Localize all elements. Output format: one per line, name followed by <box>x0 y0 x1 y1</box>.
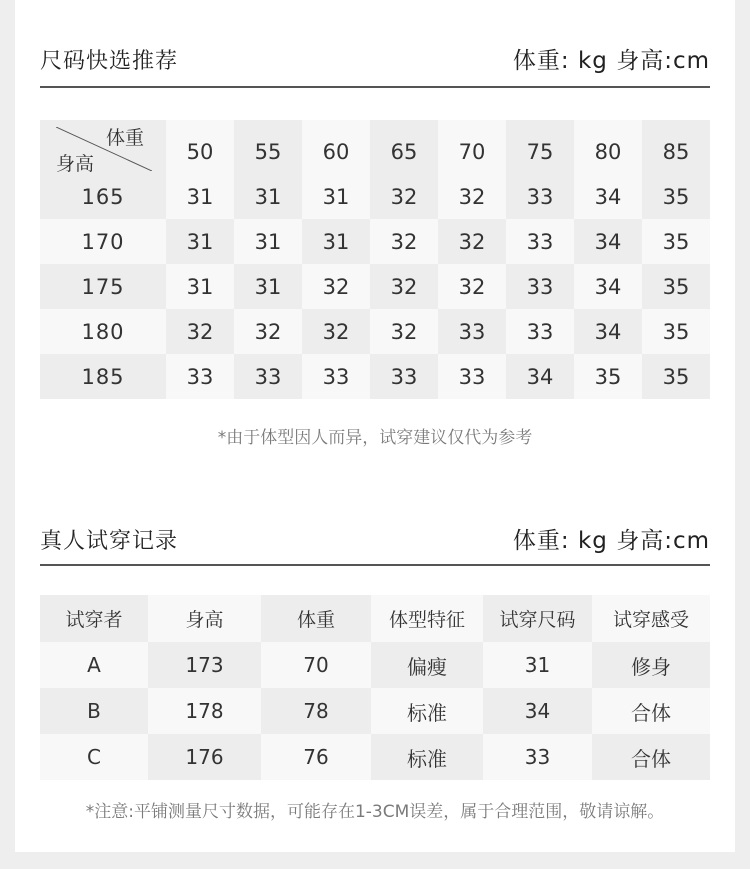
size-cell: 33 <box>506 264 574 309</box>
size-cell: 34 <box>574 264 642 309</box>
tryon-cell: 78 <box>261 688 371 734</box>
height-header-cell: 185 <box>40 354 166 399</box>
tryon-cell: 33 <box>483 734 592 780</box>
size-cell: 35 <box>642 174 710 219</box>
tryon-cell: 76 <box>261 734 371 780</box>
corner-height-label: 身高 <box>56 153 95 175</box>
size-section-divider <box>40 86 710 88</box>
size-cell: 32 <box>438 219 506 264</box>
size-table-row <box>40 354 710 399</box>
size-cell: 34 <box>506 354 574 399</box>
tryon-section-units: 体重: kg 身高:cm <box>512 528 710 554</box>
tryon-cell: 176 <box>148 734 261 780</box>
size-cell: 32 <box>370 309 438 354</box>
weight-header-cell: 55 <box>234 120 302 174</box>
tryon-cell: 标准 <box>371 688 483 734</box>
tryon-cell: 70 <box>261 642 371 688</box>
size-cell: 31 <box>166 174 234 219</box>
size-cell: 31 <box>166 219 234 264</box>
tryon-cell: 合体 <box>592 734 710 780</box>
tryon-cell: 178 <box>148 688 261 734</box>
tryon-header-cell: 体型特征 <box>371 595 483 642</box>
size-table-row <box>40 174 710 219</box>
tryon-section-divider <box>40 564 710 566</box>
size-cell: 32 <box>302 264 370 309</box>
size-cell: 33 <box>234 354 302 399</box>
size-cell: 31 <box>166 264 234 309</box>
size-cell: 32 <box>438 264 506 309</box>
tryon-table-note: *注意:平铺测量尺寸数据，可能存在1-3CM误差，属于合理范围，敬请谅解。 <box>85 802 665 822</box>
size-section-header <box>40 42 710 75</box>
size-cell: 31 <box>234 174 302 219</box>
weight-header-cell: 70 <box>438 120 506 174</box>
size-table-row <box>40 264 710 309</box>
tryon-cell: 34 <box>483 688 592 734</box>
tryon-cell: 修身 <box>592 642 710 688</box>
size-cell: 33 <box>302 354 370 399</box>
weight-header-cell: 50 <box>166 120 234 174</box>
size-cell: 32 <box>234 309 302 354</box>
size-cell: 34 <box>574 219 642 264</box>
size-cell: 34 <box>574 309 642 354</box>
size-cell: 32 <box>302 309 370 354</box>
size-table-header-row <box>40 120 710 174</box>
size-cell: 35 <box>642 264 710 309</box>
size-cell: 33 <box>438 354 506 399</box>
size-cell: 33 <box>370 354 438 399</box>
weight-header-cell: 60 <box>302 120 370 174</box>
size-cell: 31 <box>234 219 302 264</box>
tryon-header-cell: 试穿者 <box>40 595 148 642</box>
size-cell: 31 <box>234 264 302 309</box>
size-cell: 32 <box>438 174 506 219</box>
tryon-table-row <box>40 688 710 734</box>
size-section-title: 尺码快选推荐 <box>40 49 179 74</box>
tryon-cell: A <box>40 642 148 688</box>
size-cell: 33 <box>506 174 574 219</box>
height-header-cell: 180 <box>40 309 166 354</box>
tryon-header-cell: 试穿感受 <box>592 595 710 642</box>
tryon-cell: 标准 <box>371 734 483 780</box>
size-cell: 33 <box>506 219 574 264</box>
size-cell: 33 <box>438 309 506 354</box>
tryon-table-row <box>40 734 710 780</box>
weight-header-cell: 80 <box>574 120 642 174</box>
height-header-cell: 165 <box>40 174 166 219</box>
size-cell: 32 <box>370 264 438 309</box>
tryon-header-cell: 身高 <box>148 595 261 642</box>
tryon-section-header <box>40 522 710 555</box>
height-header-cell: 170 <box>40 219 166 264</box>
size-table-corner-cell <box>40 120 166 174</box>
weight-header-cell: 85 <box>642 120 710 174</box>
size-cell: 34 <box>574 174 642 219</box>
tryon-cell: 31 <box>483 642 592 688</box>
size-cell: 35 <box>642 309 710 354</box>
size-table-note: *由于体型因人而异，试穿建议仅代为参考 <box>217 428 533 448</box>
size-section-units: 体重: kg 身高:cm <box>512 48 710 74</box>
tryon-cell: 173 <box>148 642 261 688</box>
tryon-cell: 偏瘦 <box>371 642 483 688</box>
corner-weight-label: 体重 <box>105 127 144 149</box>
size-cell: 35 <box>642 354 710 399</box>
size-cell: 32 <box>370 174 438 219</box>
size-cell: 31 <box>302 219 370 264</box>
size-table-row <box>40 309 710 354</box>
tryon-header-cell: 体重 <box>261 595 371 642</box>
size-cell: 32 <box>370 219 438 264</box>
size-cell: 35 <box>574 354 642 399</box>
size-table-row <box>40 219 710 264</box>
tryon-table-header-row <box>40 595 710 642</box>
tryon-cell: B <box>40 688 148 734</box>
tryon-cell: C <box>40 734 148 780</box>
size-cell: 33 <box>506 309 574 354</box>
tryon-cell: 合体 <box>592 688 710 734</box>
weight-header-cell: 75 <box>506 120 574 174</box>
tryon-section-title: 真人试穿记录 <box>40 529 179 554</box>
weight-header-cell: 65 <box>370 120 438 174</box>
size-guide-card <box>15 0 735 852</box>
tryon-record-table <box>40 595 710 780</box>
tryon-header-cell: 试穿尺码 <box>483 595 592 642</box>
height-header-cell: 175 <box>40 264 166 309</box>
size-cell: 32 <box>166 309 234 354</box>
size-cell: 33 <box>166 354 234 399</box>
size-recommendation-table <box>40 120 710 399</box>
size-cell: 35 <box>642 219 710 264</box>
size-cell: 31 <box>302 174 370 219</box>
tryon-table-row <box>40 642 710 688</box>
